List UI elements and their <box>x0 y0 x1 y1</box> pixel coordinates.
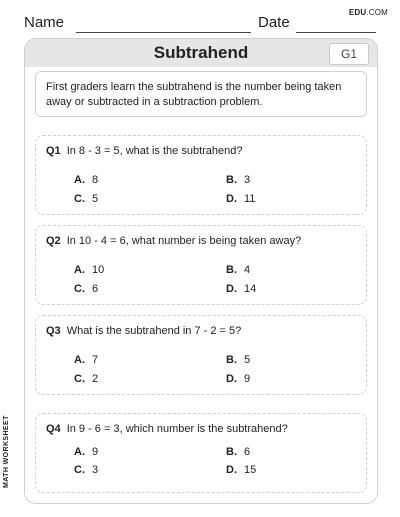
question-prompt: In 10 - 4 = 6, what number is being taken away? <box>66 235 302 247</box>
option-letter: B. <box>226 264 237 276</box>
option-value: 7 <box>92 354 99 366</box>
name-label: Name <box>24 14 65 31</box>
option-a[interactable] <box>74 174 98 186</box>
grade-badge: G1 <box>329 43 369 65</box>
option-letter: C. <box>74 283 85 295</box>
question-text <box>46 423 288 435</box>
option-value: 3 <box>244 174 251 186</box>
date-line[interactable] <box>296 32 376 33</box>
option-value: 14 <box>244 283 257 295</box>
question-text <box>46 145 243 157</box>
name-line[interactable] <box>76 32 251 33</box>
option-letter: C. <box>74 464 85 476</box>
option-value: 3 <box>92 464 99 476</box>
question-card-4 <box>35 413 367 493</box>
option-value: 6 <box>244 446 251 458</box>
option-value: 9 <box>244 373 251 385</box>
option-value: 15 <box>244 464 257 476</box>
option-letter: A. <box>74 446 85 458</box>
option-letter: D. <box>226 373 237 385</box>
option-letter: C. <box>74 193 85 205</box>
option-d[interactable] <box>226 373 250 385</box>
option-b[interactable] <box>226 264 250 276</box>
option-letter: B. <box>226 174 237 186</box>
option-b[interactable] <box>226 354 250 366</box>
question-number: Q1 <box>46 145 61 157</box>
option-d[interactable] <box>226 283 256 295</box>
title-bar <box>25 39 377 67</box>
question-card-3 <box>35 315 367 395</box>
question-card-1 <box>35 135 367 215</box>
option-a[interactable] <box>74 446 98 458</box>
option-d[interactable] <box>226 193 255 205</box>
side-label: MATH WORKSHEET <box>3 415 10 488</box>
option-value: 10 <box>92 264 105 276</box>
question-number: Q4 <box>46 423 61 435</box>
worksheet-panel <box>24 38 378 504</box>
date-label: Date <box>258 14 290 31</box>
option-value: 11 <box>244 193 256 205</box>
question-text <box>46 325 241 337</box>
option-c[interactable] <box>74 283 98 295</box>
option-c[interactable] <box>74 464 98 476</box>
question-prompt: What is the subtrahend in 7 - 2 = 5? <box>66 325 242 337</box>
intro-box: First graders learn the subtrahend is the number being taken away or subtracted in a subtraction problem. <box>35 71 367 117</box>
question-card-2 <box>35 225 367 305</box>
option-letter: D. <box>226 464 237 476</box>
option-letter: D. <box>226 283 237 295</box>
option-value: 5 <box>244 354 251 366</box>
option-value: 8 <box>92 174 99 186</box>
option-b[interactable] <box>226 174 250 186</box>
option-letter: D. <box>226 193 237 205</box>
question-prompt: In 9 - 6 = 3, which number is the subtrahend? <box>66 423 288 435</box>
option-a[interactable] <box>74 264 104 276</box>
question-prompt: In 8 - 3 = 5, what is the subtrahend? <box>66 145 243 157</box>
question-text <box>46 235 301 247</box>
option-value: 4 <box>244 264 251 276</box>
option-c[interactable] <box>74 193 98 205</box>
option-letter: B. <box>226 446 237 458</box>
option-d[interactable] <box>226 464 256 476</box>
option-letter: A. <box>74 264 85 276</box>
option-c[interactable] <box>74 373 98 385</box>
option-letter: A. <box>74 354 85 366</box>
worksheet-title: Subtrahend <box>153 43 249 62</box>
option-letter: B. <box>226 354 237 366</box>
brand-edu: EDU <box>348 8 367 17</box>
question-number: Q2 <box>46 235 61 247</box>
option-a[interactable] <box>74 354 98 366</box>
option-value: 6 <box>92 283 99 295</box>
name-date-row <box>24 14 376 38</box>
question-number: Q3 <box>46 325 61 337</box>
option-value: 2 <box>92 373 99 385</box>
option-letter: A. <box>74 174 85 186</box>
option-letter: C. <box>74 373 85 385</box>
option-b[interactable] <box>226 446 250 458</box>
option-value: 9 <box>92 446 99 458</box>
brand-com: .COM <box>366 8 388 17</box>
option-value: 5 <box>92 193 99 205</box>
